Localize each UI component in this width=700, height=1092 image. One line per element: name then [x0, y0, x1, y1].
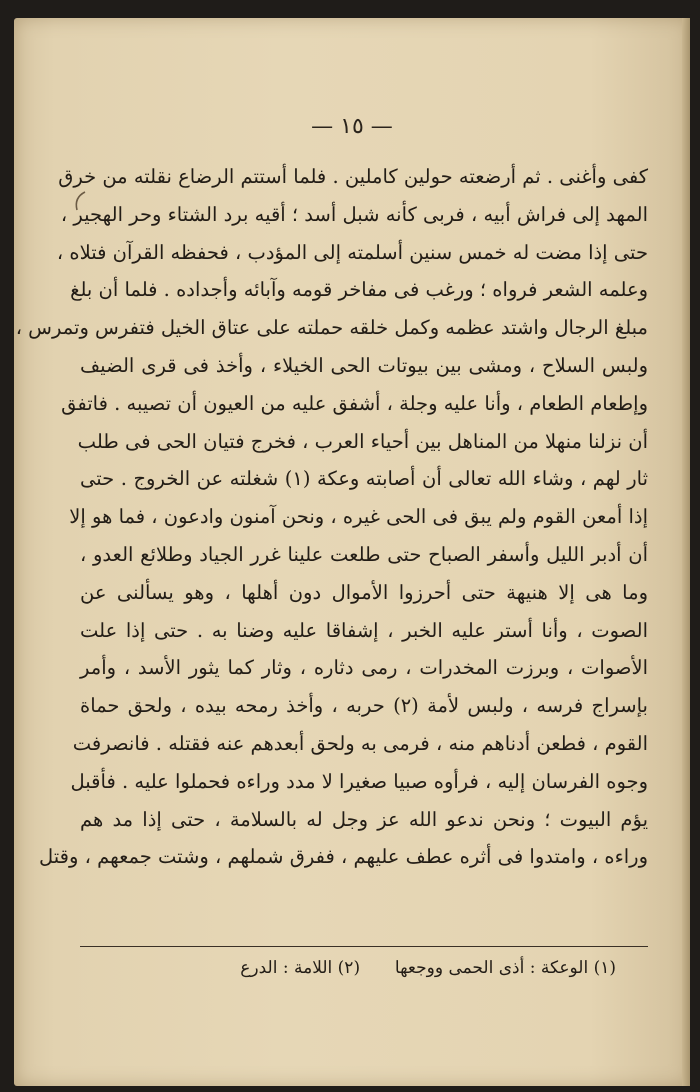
- text-line: كفى وأغنى . ثم أرضعته حولين كاملين . فلما أستتم الرضاع نقلته من خرق: [58, 165, 648, 188]
- page-edge: [682, 18, 690, 1086]
- text-line: إذا أمعن القوم ولم يبق فى الحى غيره ، ونحن آمنون وادعون ، فما هو إلا: [69, 505, 648, 529]
- text-line: ثار لهم ، وشاء الله تعالى أن أصابته وعكة (١) شغلته عن الخروج . حتى: [80, 467, 648, 491]
- text-line: أن أدبر الليل وأسفر الصباح حتى طلعت علينا غرر الجياد وطلائع العدو ،: [80, 542, 648, 566]
- footnote-2: (٢) اللامة : الدرع: [240, 958, 361, 978]
- footnote-1: (١) الوعكة : أذى الحمى ووجعها: [394, 958, 616, 978]
- page-number: — ١٥ —: [311, 114, 393, 139]
- body-text: [15, 158, 648, 876]
- text-line: وعلمه الشعر فرواه ؛ ورغب فى مفاخر قومه وآبائه وأجداده . فلما أن بلغ: [70, 278, 648, 302]
- text-line: وإطعام الطعام ، وأنا عليه وجلة ، أشفق عليه من العيون أن تصيبه . فاتفق: [61, 391, 648, 415]
- text-line: الأصوات ، وبرزت المخدرات ، رمى دثاره ، وثار كما يثور الأسد ، وأمر: [80, 656, 648, 680]
- text-line: وراءه ، وامتدوا فى أثره عطف عليهم ، ففرق شملهم ، وشتت جمعهم ، وقتل: [39, 845, 648, 869]
- footnotes: [80, 958, 616, 978]
- text-line: وجوه الفرسان إليه ، فرأوه صبيا صغيرا لا مدد وراءه فحملوا عليه . فأقبل: [70, 769, 648, 793]
- text-line: حتى إذا مضت له خمس سنين أسلمته إلى المؤدب ، فحفظه القرآن فتلاه ،: [56, 240, 648, 264]
- text-line: أن نزلنا منهلا من المناهل بين أحياء العرب ، فخرج فتيان الحى فى طلب: [77, 429, 648, 453]
- text-line: ولبس السلاح ، ومشى بين بيوتات الحى الخيلاء ، وأخذ فى قرى الضيف: [80, 353, 648, 377]
- text-line: القوم ، فطعن أدناهم منه ، فرمى به ولحق أبعدهم عنه فقتله . فانصرفت: [72, 731, 648, 755]
- text-line: يؤم البيوت ؛ ونحن ندعو الله عز وجل له بالسلامة ، حتى إذا مد هم: [80, 807, 648, 831]
- text-line: بإسراج فرسه ، ولبس لأمة (٢) حربه ، وأخذ رمحه بيده ، ولحق حماة: [80, 694, 648, 718]
- footnote-divider: [80, 946, 648, 947]
- text-line: مبلغ الرجال واشتد عظمه وكمل خلقه حملته على عتاق الخيل فتفرس وتمرس ،: [15, 316, 648, 340]
- text-line: المهد إلى فراش أبيه ، فربى كأنه شبل أسد ؛ أقيه برد الشتاء وحر الهجير ،: [60, 202, 648, 226]
- text-line: وما هى إلا هنيهة حتى أحرزوا الأموال دون أهلها ، وهو يسألنى عن: [80, 580, 648, 604]
- text-line: الصوت ، وأنا أستر عليه الخبر ، إشفاقا عليه وضنا به . حتى إذا علت: [80, 618, 648, 642]
- book-page: [14, 18, 690, 1086]
